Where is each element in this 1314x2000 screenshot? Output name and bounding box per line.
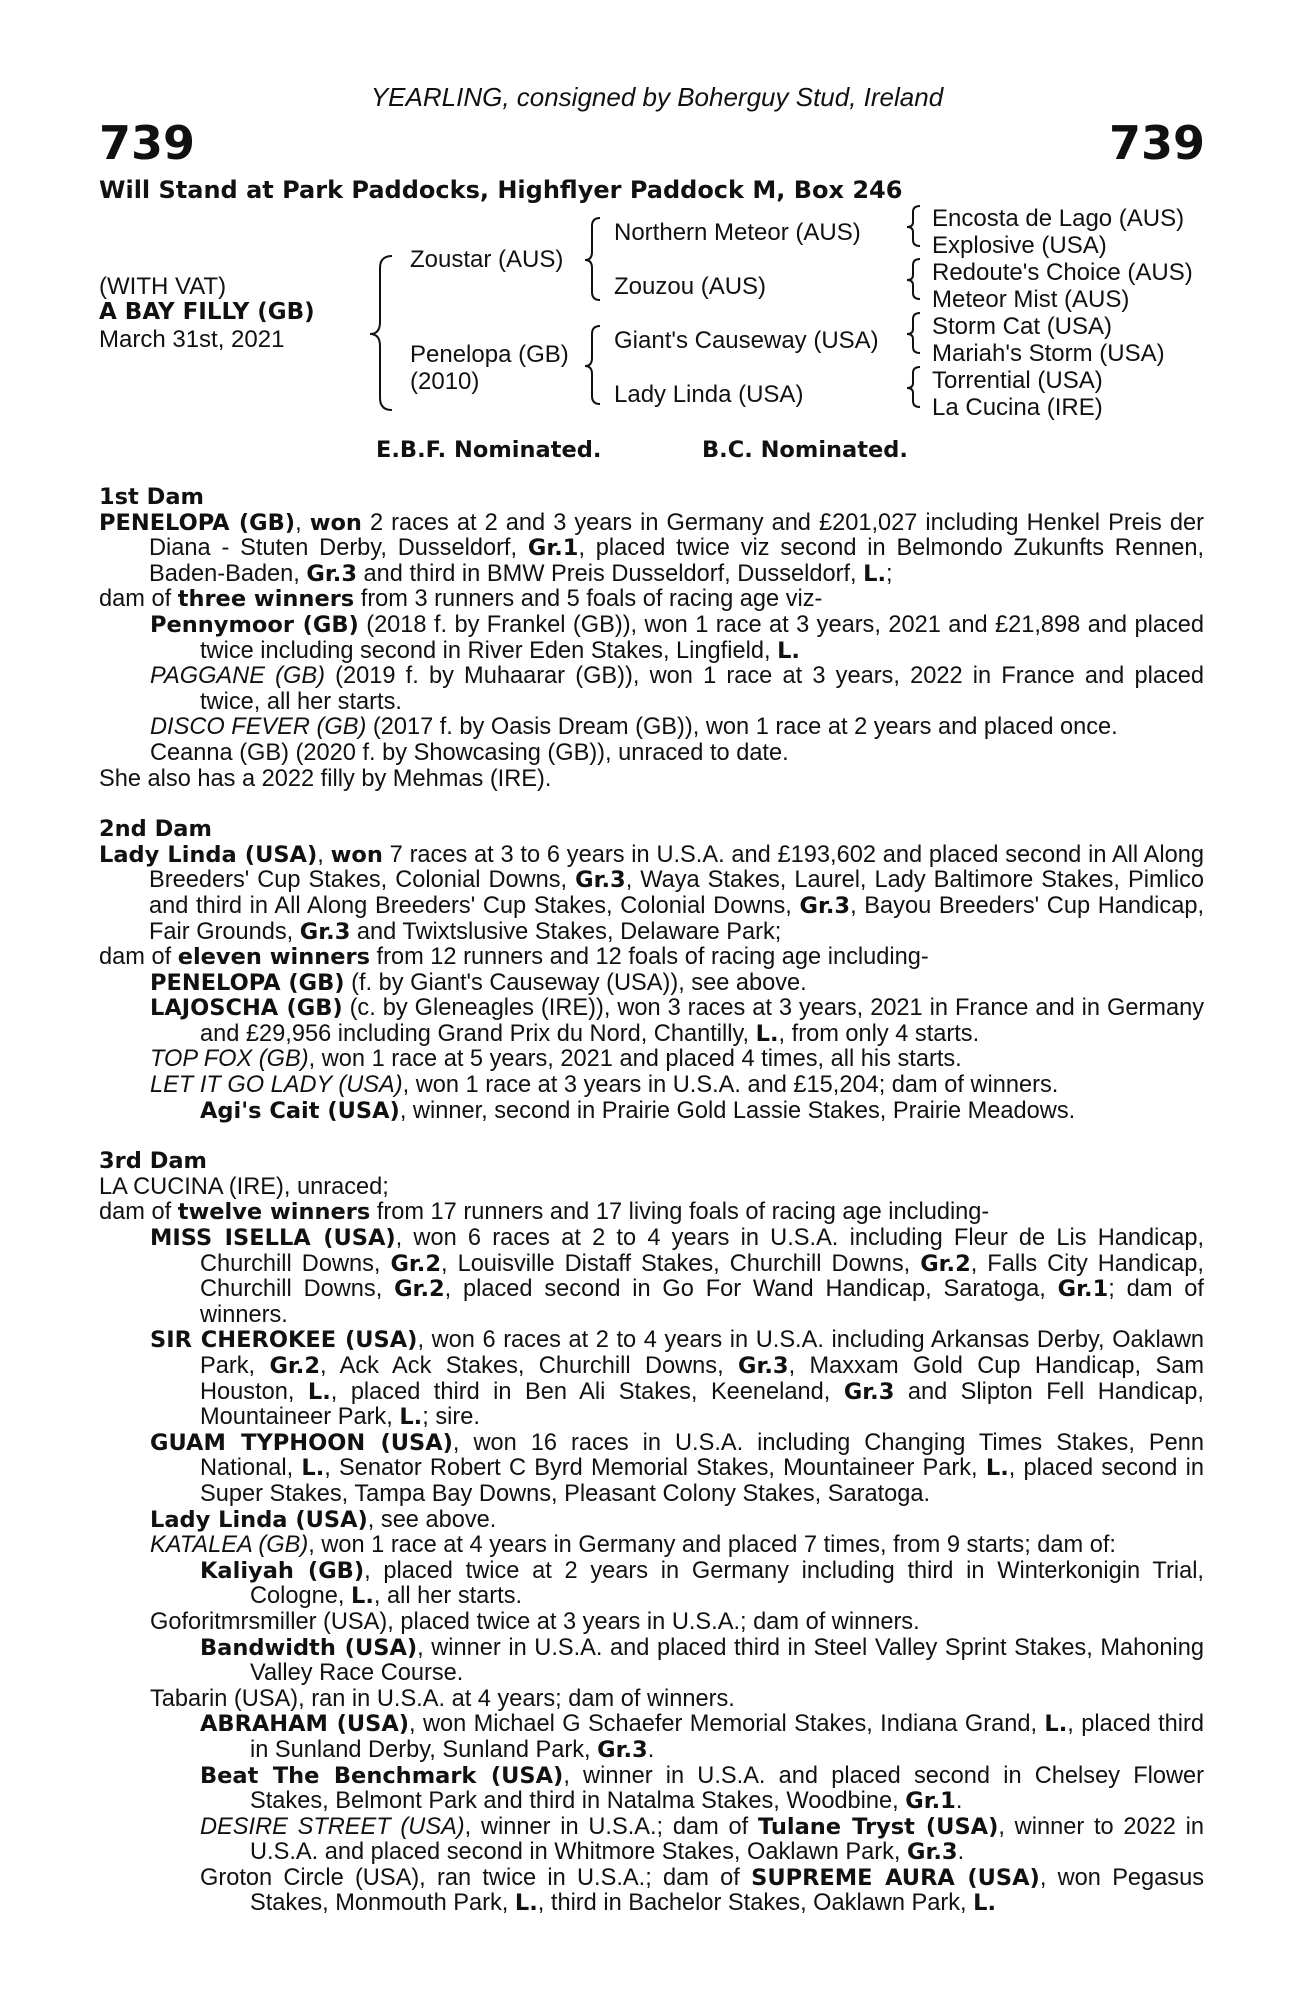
bold-text: L. (1044, 1711, 1068, 1738)
pedigree-sire: Zoustar (AUS) (410, 246, 564, 273)
bold-text: L. (985, 1455, 1009, 1482)
pedigree-entry: Lady Linda (USA), won 7 races at 3 to 6 years in U.S.A. and £193,602 and placed second in All Along Breeders' Cup Stakes, Colonial Downs, Gr.3, Waya Stakes, Laurel, Lady Baltimore Stakes, Pimlico and third in All Along Breeders' Cup Stakes, Colonial Downs, Gr.3, Bayou Breeders' Cup Handicap, Fair Grounds, Gr.3 and Twixtslusive Stakes, Delaware Park; (99, 841, 1205, 945)
bold-text: Gr.3 (738, 1353, 789, 1379)
bold-text: GUAM TYPHOON (USA) (150, 1429, 453, 1456)
pedigree-entry: LA CUCINA (IRE), unraced; (99, 1173, 389, 1200)
bold-text: L. (351, 1583, 374, 1610)
italic-text: DESIRE STREET (USA) (200, 1813, 465, 1840)
pedigree-dam-dam: Lady Linda (USA) (614, 381, 804, 408)
pedigree-sire-dam: Zouzou (AUS) (614, 273, 767, 300)
bold-text: twelve winners (177, 1199, 371, 1226)
bold-text: Gr.1 (905, 1788, 956, 1815)
bold-text: PENELOPA (GB) (150, 969, 345, 996)
bold-text: SIR CHEROKEE (USA) (150, 1327, 418, 1354)
bold-text: Gr.2 (390, 1250, 442, 1277)
dam-brace (585, 326, 600, 404)
pedigree-entry: SIR CHEROKEE (USA), won 6 races at 2 to 4 years in U.S.A. including Arkansas Derby, Oaklawn Park, Gr.2, Ack Ack Stakes, Churchill Downs, Gr.3, Maxxam Gold Cup Handicap, Sam Houston, L., placed third in Ben Ali Stakes, Keeneland, Gr.3 and Slipton Fell Handicap, Mountaineer Park, L.; sire. (150, 1327, 1204, 1431)
italic-text: PAGGANE (GB) (150, 663, 325, 690)
bold-text: Gr.3 (597, 1736, 648, 1763)
pedigree-entry: Lady Linda (USA), see above. (150, 1506, 497, 1533)
bold-text: Beat The Benchmark (USA) (200, 1762, 564, 1789)
bold-text: Agi's Cait (USA) (200, 1097, 400, 1124)
pedigree-ggp: Torrential (USA) (932, 367, 1103, 394)
bold-text: Gr.1 (527, 535, 579, 562)
dam-section (99, 485, 1204, 792)
pedigree-entry: She also has a 2022 filly by Mehmas (IRE). (99, 765, 552, 792)
pedigree-entry: DESIRE STREET (USA), winner in U.S.A.; dam of Tulane Tryst (USA), winner to 2022 in U.S.A. and placed second in Whitmore Stakes, Oaklawn Park, Gr.3. (200, 1813, 1204, 1866)
pedigree-entry: GUAM TYPHOON (USA), won 16 races in U.S.A. including Changing Times Stakes, Penn National, L., Senator Robert C Byrd Memorial Stakes, Mountaineer Park, L., placed second in Super Stakes, Tampa Bay Downs, Pleasant Colony Stakes, Saratoga. (150, 1429, 1204, 1507)
pedigree-ggp: Storm Cat (USA) (932, 313, 1113, 340)
pedigree-entry: Groton Circle (USA), ran twice in U.S.A.; dam of SUPREME AURA (USA), won Pegasus Stakes, Monmouth Park, L., third in Bachelor Stakes, Oaklawn Park, L. (200, 1864, 1205, 1917)
pedigree-entry: LAJOSCHA (GB) (c. by Gleneagles (IRE)), won 3 races at 3 years, 2021 in France and in Germany and £29,956 including Grand Prix du Nord, Chantilly, L., from only 4 starts. (150, 995, 1204, 1047)
vat-note: (WITH VAT) (99, 273, 227, 300)
pedigree-entry: Beat The Benchmark (USA), winner in U.S.A. and placed second in Chelsey Flower Stakes, Belmont Park and third in Natalma Stakes, Woodbine, Gr.1. (200, 1762, 1204, 1815)
bold-text: Bandwidth (USA) (200, 1634, 418, 1661)
pedigree-ggp: Mariah's Storm (USA) (932, 340, 1165, 367)
pedigree-ggp: Explosive (USA) (932, 232, 1107, 259)
bold-text: ABRAHAM (USA) (200, 1711, 410, 1738)
bold-text: Gr.2 (269, 1353, 321, 1379)
ggp-brace-4 (907, 367, 920, 407)
bold-text: Lady Linda (USA) (99, 841, 318, 868)
pedigree-ggp: Encosta de Lago (AUS) (932, 205, 1185, 232)
pedigree-entry: LET IT GO LADY (USA), won 1 race at 3 years in U.S.A. and £15,204; dam of winners. (150, 1072, 1059, 1099)
ebf-nomination: E.B.F. Nominated. (376, 437, 602, 463)
pedigree-entry: TOP FOX (GB), won 1 race at 5 years, 2021 and placed 4 times, all his starts. (150, 1046, 962, 1073)
sire-brace (585, 218, 600, 300)
bold-text: three winners (177, 586, 355, 613)
pedigree-entry: PENELOPA (GB), won 2 races at 2 and 3 years in Germany and £201,027 including Henkel Preis der Diana - Stuten Derby, Dusseldorf, Gr.1, placed twice viz second in Belmondo Zukunfts Rennen, Baden-Baden, Gr.3 and third in BMW Preis Dusseldorf, Dusseldorf, L.; (99, 509, 1205, 587)
italic-text: KATALEA (GB) (150, 1532, 309, 1559)
italic-text: DISCO FEVER (GB) (150, 714, 367, 741)
bold-text: Gr.3 (306, 560, 357, 587)
dam-section (99, 817, 1204, 1124)
bold-text: Pennymoor (GB) (150, 611, 359, 638)
pedigree-ggp: La Cucina (IRE) (932, 394, 1103, 421)
dam-section (99, 1149, 1204, 1917)
bold-text: Gr.3 (843, 1378, 895, 1405)
pedigree-entry: Pennymoor (GB) (2018 f. by Frankel (GB)), won 1 race at 3 years, 2021 and £21,898 and placed twice including second in River Eden Stakes, Lingfield, L. (150, 611, 1204, 664)
consignment-subtitle: YEARLING, consigned by Boherguy Stud, Ireland (370, 82, 944, 112)
bold-text: won (309, 509, 362, 536)
bold-text: Lady Linda (USA) (150, 1506, 368, 1533)
main-brace (370, 256, 392, 410)
bold-text: L. (514, 1890, 538, 1917)
section-title: 2nd Dam (99, 816, 212, 843)
pedigree-entry: Ceanna (GB) (2020 f. by Showcasing (GB)), unraced to date. (150, 739, 789, 766)
pedigree-entry: dam of twelve winners from 17 runners and 17 living foals of racing age including- (99, 1199, 990, 1226)
bold-text: eleven winners (177, 944, 370, 971)
pedigree-sire-sire: Northern Meteor (AUS) (614, 219, 861, 246)
pedigree-ggp: Meteor Mist (AUS) (932, 286, 1130, 313)
bold-text: L. (777, 637, 800, 664)
bold-text: L. (307, 1378, 331, 1405)
italic-text: TOP FOX (GB) (150, 1046, 309, 1073)
bold-text: Tulane Tryst (USA) (757, 1813, 999, 1840)
pedigree-entry: Kaliyah (GB), placed twice at 2 years in Germany including third in Winterkonigin Trial, Cologne, L., all her starts. (200, 1557, 1204, 1610)
date-of-birth: March 31st, 2021 (99, 326, 285, 353)
bold-text: Kaliyah (GB) (200, 1557, 365, 1584)
pedigree-entry: dam of three winners from 3 runners and 5 foals of racing age viz- (99, 586, 823, 613)
lot-number-left: 739 (99, 116, 196, 170)
italic-text: LET IT GO LADY (USA) (150, 1072, 403, 1099)
pedigree-entry: Agi's Cait (USA), winner, second in Prairie Gold Lassie Stakes, Prairie Meadows. (200, 1097, 1076, 1124)
produce-record (99, 485, 1204, 1917)
pedigree-entry: Tabarin (USA), ran in U.S.A. at 4 years; dam of winners. (150, 1685, 735, 1712)
pedigree-entry: Goforitmrsmiller (USA), placed twice at 3 years in U.S.A.; dam of winners. (150, 1608, 920, 1635)
bold-text: L. (755, 1020, 779, 1047)
stable-location: Will Stand at Park Paddocks, Highflyer Paddock M, Box 246 (99, 176, 903, 204)
bold-text: Gr.3 (799, 892, 851, 919)
pedigree-ggp: Redoute's Choice (AUS) (932, 259, 1193, 286)
pedigree-entry: KATALEA (GB), won 1 race at 4 years in Germany and placed 7 times, from 9 starts; dam of: (150, 1532, 1116, 1559)
bold-text: SUPREME AURA (USA) (751, 1864, 1040, 1891)
pedigree-entry: dam of eleven winners from 12 runners and 12 foals of racing age including- (99, 944, 929, 971)
bold-text: Gr.2 (394, 1276, 445, 1303)
bold-text: Gr.3 (299, 918, 351, 945)
pedigree-entry: PAGGANE (GB) (2019 f. by Muhaarar (GB)), won 1 race at 3 years, 2022 in France and placed twice, all her starts. (150, 663, 1205, 715)
bold-text: MISS ISELLA (USA) (150, 1225, 396, 1252)
bold-text: L. (863, 560, 887, 587)
bold-text: PENELOPA (GB) (99, 509, 296, 536)
pedigree-entry: ABRAHAM (USA), won Michael G Schaefer Memorial Stakes, Indiana Grand, L., placed third in Sunland Derby, Sunland Park, Gr.3. (200, 1711, 1204, 1763)
pedigree-dam-year: (2010) (410, 368, 480, 395)
bold-text: Gr.3 (575, 867, 626, 894)
pedigree-dam-sire: Giant's Causeway (USA) (614, 327, 879, 354)
bold-text: won (330, 841, 383, 868)
lot-number-right: 739 (1108, 116, 1205, 170)
pedigree-entry: DISCO FEVER (GB) (2017 f. by Oasis Dream (GB)), won 1 race at 2 years and placed once. (150, 714, 1118, 741)
bold-text: L. (973, 1890, 997, 1917)
section-title: 1st Dam (99, 484, 204, 510)
horse-name: A BAY FILLY (GB) (99, 299, 315, 325)
pedigree-entry: Bandwidth (USA), winner in U.S.A. and placed third in Steel Valley Sprint Stakes, Mahoning Valley Race Course. (200, 1634, 1204, 1687)
bold-text: Gr.2 (920, 1250, 971, 1277)
pedigree-dam: Penelopa (GB) (410, 341, 569, 368)
ggp-brace-3 (907, 313, 920, 353)
ggp-brace-2 (907, 259, 920, 299)
bold-text: Gr.1 (1057, 1276, 1109, 1303)
bold-text: LAJOSCHA (GB) (150, 995, 343, 1022)
pedigree-entry: PENELOPA (GB) (f. by Giant's Causeway (USA)), see above. (150, 969, 807, 996)
bold-text: L. (399, 1404, 423, 1431)
bold-text: Gr.3 (907, 1839, 958, 1866)
section-title: 3rd Dam (99, 1148, 207, 1175)
bold-text: L. (301, 1455, 325, 1482)
bc-nomination: B.C. Nominated. (702, 437, 908, 463)
ggp-brace-1 (907, 206, 920, 246)
pedigree-entry: MISS ISELLA (USA), won 6 races at 2 to 4 years in U.S.A. including Fleur de Lis Handicap, Churchill Downs, Gr.2, Louisville Distaff Stakes, Churchill Downs, Gr.2, Falls City Handicap, Churchill Downs, Gr.2, placed second in Go For Wand Handicap, Saratoga, Gr.1; dam of winners. (150, 1225, 1204, 1328)
